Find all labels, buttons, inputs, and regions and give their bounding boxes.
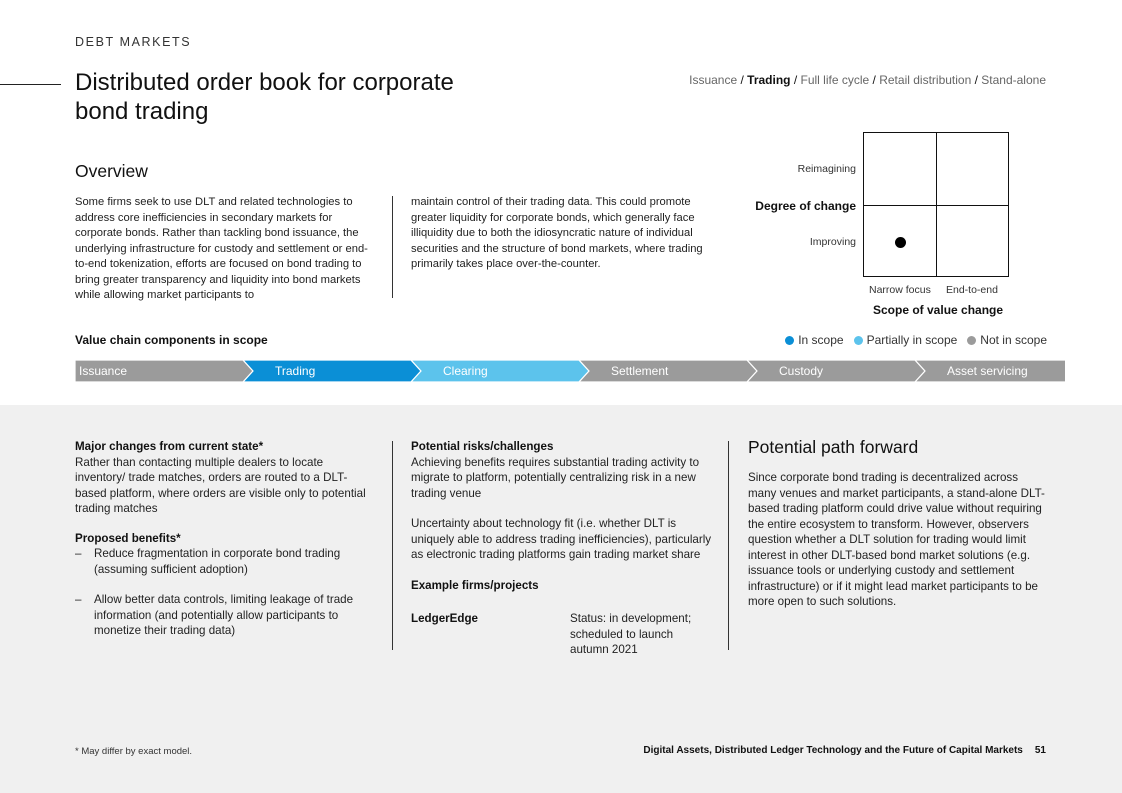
bullet-dash: – xyxy=(75,547,82,560)
degree-of-change-matrix xyxy=(863,132,1009,277)
risk-item: Uncertainty about technology fit (i.e. whether DLT is uniquely able to address trading inefficiencies), particularly as electronic trading platforms gain trading market share xyxy=(411,517,712,561)
matrix-y-axis-title: Degree of change xyxy=(755,199,856,213)
legend-dot-not-in-scope xyxy=(967,336,976,345)
chevron-trading xyxy=(243,360,421,382)
chevron-clearing xyxy=(411,360,589,382)
category-retail-distribution: Retail distribution xyxy=(879,73,972,87)
overview-heading: Overview xyxy=(75,161,148,181)
column-divider-1 xyxy=(392,441,393,650)
section-label: DEBT MARKETS xyxy=(75,35,192,49)
example-status: Status: in development; scheduled to launch autumn 2021 xyxy=(570,612,692,656)
risks-column xyxy=(411,439,713,658)
page-number: 51 xyxy=(1034,745,1046,756)
value-chain-chevron-graphic xyxy=(75,360,1065,382)
changes-text: Rather than contacting multiple dealers to locate inventory/ trade matches, orders are routed to a DLT-based platform, where orders are visible only to potential trading matches xyxy=(75,455,366,515)
matrix-horizontal-line xyxy=(864,205,1008,206)
legend-dot-in-scope xyxy=(785,336,794,345)
matrix-position-marker xyxy=(895,237,906,248)
changes-heading: Major changes from current state* xyxy=(75,440,264,453)
example-firm: LedgerEdge xyxy=(411,612,478,625)
benefit-item xyxy=(75,546,375,577)
category-issuance: Issuance xyxy=(689,73,738,87)
legend-dot-partially-in-scope xyxy=(854,336,863,345)
bullet-dash: – xyxy=(75,593,82,606)
value-chain-chevrons xyxy=(75,360,1065,382)
legend-in-scope: In scope xyxy=(785,333,843,347)
category-trading: Trading xyxy=(747,73,791,87)
legend-not-in-scope: Not in scope xyxy=(967,333,1047,347)
publication-title: Digital Assets, Distributed Ledger Technology and the Future of Capital Markets xyxy=(643,745,1023,756)
chevron-label: Trading xyxy=(275,364,316,378)
value-chain-legend xyxy=(785,333,1047,347)
matrix-col-label-narrow-focus: Narrow focus xyxy=(869,284,931,296)
benefit-text: Allow better data controls, limiting leakage of trade information (and potentially allow participants to monetize their trading data) xyxy=(94,593,354,637)
chevron-label: Issuance xyxy=(79,364,128,378)
chevron-label: Custody xyxy=(779,364,824,378)
page-footer xyxy=(643,745,1046,756)
examples-heading: Example firms/projects xyxy=(411,578,539,592)
overview-text-col2: maintain control of their trading data. This could promote greater liquidity for corporate bonds, which generally face illiquidity due to both the idiosyncratic nature of individual securities and the structure of bond markets, where trading primarily takes place over-the-counter. xyxy=(411,196,703,270)
title-rule xyxy=(0,84,61,85)
legend-partially-in-scope: Partially in scope xyxy=(854,333,958,347)
category-stand-alone: Stand-alone xyxy=(981,73,1046,87)
chevron-label: Asset servicing xyxy=(947,364,1028,378)
benefit-text: Reduce fragmentation in corporate bond trading (assuming sufficient adoption) xyxy=(94,547,341,576)
page-title: Distributed order book for corporate bond trading xyxy=(75,69,454,125)
example-row xyxy=(411,611,713,658)
matrix-x-axis-title: Scope of value change xyxy=(873,303,1004,317)
benefit-item xyxy=(75,592,375,639)
footnote: * May differ by exact model. xyxy=(75,746,193,757)
overview-text-col1: Some firms seek to use DLT and related technologies to address core inefficiencies in secondary markets for corporate bonds. Rather than tackling bond issuance, the underlying infrastructure for custody and settlement or end-to-end tokenization, efforts are focused on bond trading to bring greater transparency and liquidity into bond markets while allowing market participants to xyxy=(75,196,368,301)
chevron-custody xyxy=(747,360,925,382)
chevron-label: Clearing xyxy=(443,364,488,378)
category-full-life-cycle: Full life cycle xyxy=(800,73,870,87)
matrix-row-label-reimagining: Reimagining xyxy=(797,163,856,175)
overview-divider xyxy=(392,196,393,298)
chevron-label: Settlement xyxy=(611,364,669,378)
path-forward-text: Since corporate bond trading is decentralized across many venues and market participants, a stand-alone DLT-based trading platform could drive value without requiring the entire ecosystem to transform. However, observers question whether a DLT solution for trading would limit interest in other DLT-based bond market solutions (e.g. issuance tools or underlying custody and settlement infrastructure) or if it might lead market participants to be more open to such solutions. xyxy=(748,471,1045,608)
changes-column xyxy=(75,439,375,639)
benefits-heading: Proposed benefits* xyxy=(75,531,181,545)
value-chain-heading: Value chain components in scope xyxy=(75,333,268,347)
risks-heading: Potential risks/challenges xyxy=(411,440,554,453)
path-forward-heading: Potential path forward xyxy=(748,437,919,457)
category-breadcrumb: Issuance / Trading / Full life cycle / Retail distribution / Stand-alone xyxy=(689,73,1046,87)
matrix-col-label-end-to-end: End-to-end xyxy=(946,284,998,296)
risk-item: Achieving benefits requires substantial trading activity to migrate to platform, potentially centralizing risk in a new trading venue xyxy=(411,455,700,500)
column-divider-2 xyxy=(728,441,729,650)
matrix-row-label-improving: Improving xyxy=(809,236,856,248)
